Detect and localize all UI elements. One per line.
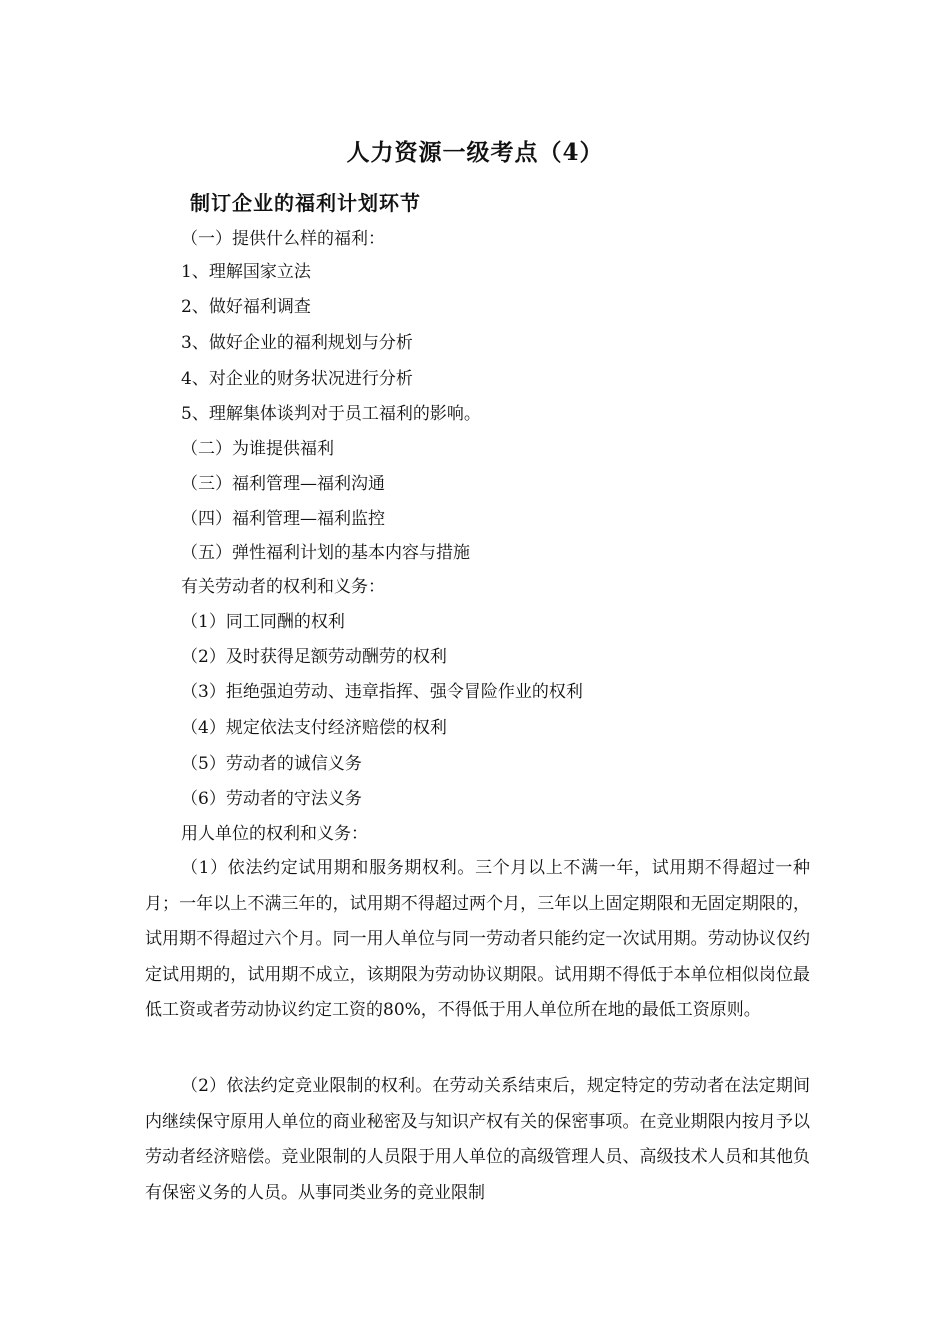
body-paragraph: （1）依法约定试用期和服务期权利。三个月以上不满一年，试用期不得超过一种月；一年以上不满三年的，试用期不得超过两个月，三年以上固定期限和无固定期限的，试用期不得超过六个月。同一用人单位与同一劳动者只能约定一次试用期。劳动协议仅约定试用期的，试用期不成立，该期限为劳动协议期限。试用期不得低于本单位相似岗位最低工资或者劳动协议约定工资的80%，不得低于用人单位所在地的最低工资原则。: [145, 858, 810, 1020]
list-item: 用人单位的权利和义务：: [181, 824, 368, 844]
list-item: 2、做好福利调查: [181, 297, 311, 317]
list-item: （1）同工同酬的权利: [181, 612, 345, 632]
list-item: （3）拒绝强迫劳动、违章指挥、强令冒险作业的权利: [181, 682, 583, 702]
body-paragraph: （2）依法约定竞业限制的权利。在劳动关系结束后，规定特定的劳动者在法定期间内继续保守原用人单位的商业秘密及与知识产权有关的保密事项。在竞业期限内按月予以劳动者经济赔偿。竞业限制的人员限于用人单位的高级管理人员、高级技术人员和其他负有保密义务的人员。从事同类业务的竞业限制: [145, 1076, 810, 1203]
list-item: （4）规定依法支付经济赔偿的权利: [181, 718, 447, 738]
list-item: 4、对企业的财务状况进行分析: [181, 369, 413, 389]
list-item: （五）弹性福利计划的基本内容与措施: [181, 543, 470, 563]
section-heading: 制订企业的福利计划环节: [190, 191, 421, 215]
list-item: （5）劳动者的诚信义务: [181, 754, 362, 774]
list-item: （一）提供什么样的福利：: [181, 229, 385, 249]
list-item: 有关劳动者的权利和义务：: [181, 577, 385, 597]
list-item: （三）福利管理—福利沟通: [181, 474, 385, 494]
list-item: 5、理解集体谈判对于员工福利的影响。: [181, 404, 481, 424]
document-title: 人力资源一级考点（4）: [346, 139, 604, 166]
list-item: （二）为谁提供福利: [181, 439, 334, 459]
list-item: （2）及时获得足额劳动酬劳的权利: [181, 647, 447, 667]
list-item: 3、做好企业的福利规划与分析: [181, 333, 413, 353]
list-item: （6）劳动者的守法义务: [181, 789, 362, 809]
list-item: （四）福利管理—福利监控: [181, 509, 385, 529]
list-item: 1、理解国家立法: [181, 262, 311, 282]
